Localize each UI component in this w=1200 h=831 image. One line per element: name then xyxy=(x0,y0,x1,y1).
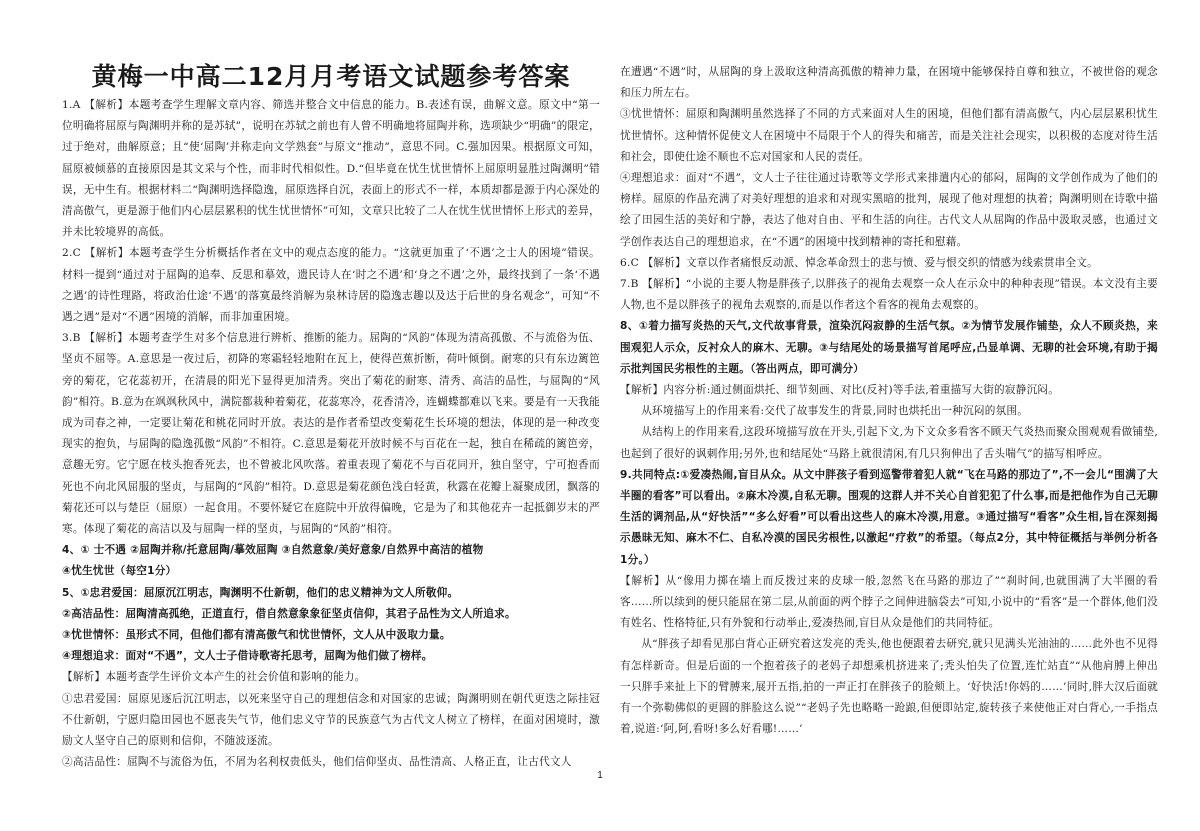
right-paragraph: ③忧世情怀：屈原和陶渊明虽然选择了不同的方式来面对人生的困境，但他们都有清高傲气，内心层层累积忧生忧世情怀。这种情怀促使文人在困境中不局限于个人的得失和痛苦，而是关注社会现实，以积极的态度对待生活和社会，即使仕途不顺也不忘对国家和人民的责任。 xyxy=(620,108,1158,163)
page-number: 1 xyxy=(597,770,603,781)
right-column xyxy=(620,62,1158,741)
left-paragraph: 【解析】本题考查学生评价文本产生的社会价值和影响的能力。 xyxy=(62,671,366,684)
left-column xyxy=(62,95,600,774)
left-paragraph: ④理想追求：面对“不遇”，文人士子借诗歌寄托思考，屈陶为他们做了榜样。 xyxy=(62,650,433,663)
left-paragraph: 4、① 士不遇 ②屈陶并称/托意屈陶/摹效屈陶 ③自然意象/美好意象/自然界中高洁的植物 xyxy=(62,544,484,557)
left-paragraph: ③忧世情怀：虽形式不同，但他们都有清高傲气和忧世情怀，文人从中汲取力量。 xyxy=(62,629,451,642)
right-paragraph: 【解析】内容分析:通过侧面烘托、细节刻画、对比(反衬)等手法,着重描写大街的寂静沉闷。 xyxy=(620,384,1060,397)
page-title: 黄梅一中高二12月月考语文试题参考答案 xyxy=(91,62,571,91)
right-paragraph: 9.共同特点:①爱凑热闹,盲目从众。从文中胖孩子看到巡警带着犯人就“飞在马路的那边了”,不一会儿“围满了大半圈的看客”可以看出。②麻木冷漠,自私无聊。围观的这群人并不关心自首犯犯了什么事,而是把他作为自己无聊生活的调剂品,从“好快活”“多么好看”可以看出这些人的麻木冷漠,用意。③通过描写“看客”众生相,旨在深刻揭示愚昧无知、麻木不仁、自私冷漠的国民劣根性,以激起“疗救”的希望。（每点2分，其中特征概括与举例分析各1分。） xyxy=(620,468,1158,566)
right-paragraph: ④理想追求：面对“不遇”，文人士子往往通过诗歌等文学形式来排遣内心的郁闷，屈陶的文学创作成为了他们的榜样。屈原的作品充满了对美好理想的追求和对现实黑暗的批判，展现了他对理想的执着；陶渊明则在诗歌中描绘了田园生活的美好和宁静，表达了他对自由、平和生活的向往。古代文人从屈陶的作品中汲取灵感，也通过文学创作表达自己的理想追求，在“不遇”的困境中找到精神的寄托和慰藉。 xyxy=(620,172,1158,248)
right-paragraph: 在遭遇“不遇”时，从屈陶的身上汲取这种清高孤傲的精神力量，在困境中能够保持自尊和独立，不被世俗的观念和压力所左右。 xyxy=(620,66,1158,100)
left-paragraph: 1.A 【解析】本题考查学生理解文章内容、筛选并整合文中信息的能力。B.表述有误，曲解文意。原文中“第一位明确将屈原与陶渊明并称的是苏轼”，说明在苏轼之前也有人曾不明确地将屈陶并称，选项缺少“明确”的限定，过于绝对，曲解原意；且“使‘屈陶’并称走向文学熟套”与原文“推动”，意思不同。C.强加因果。根据原文可知，屈原被倾慕的直接原因是其文采与个性，而非时代相似性。D.“但毕竟在忧生忧世情怀上屈原明显胜过陶渊明”错误，无中生有。根据材料二“陶渊明选择隐逸，屈原选择自沉，表面上的形式不一样，本质却都是源于内心深处的清高傲气，更是源于他们内心层层累积的忧生忧世情怀”可知，文章只比较了二人在忧生忧世情怀上形式的差异，并未比较境界的高低。 xyxy=(62,99,600,239)
left-paragraph: 2.C 【解析】本题考查学生分析概括作者在文中的观点态度的能力。“这就更加重了‘不遇’之士人的困境”错误。材料一提到“通过对于屈陶的追奉、反思和摹效，遗民诗人在‘时之不遇’和‘身之不遇’之外，最终找到了一条‘不遇之遇’的诗性理路，将政治仕途‘不遇’的落寞最终消解为泉林诗居的隐逸志趣以及达于后世的身名观念”，可知“不遇之遇”是对“不遇”困境的消解，而非加重困境。 xyxy=(62,247,600,324)
left-paragraph: ④忧生忧世（每空1分） xyxy=(62,565,177,578)
left-paragraph: ②高洁品性：屈陶不与流俗为伍，不屑为名利权贵低头，他们信仰坚贞、品性清高、人格正直，让古代文人 xyxy=(62,756,572,769)
right-paragraph: 从“胖孩子却看见那白背心正研究着这发亮的秃头,他也便跟着去研究,就只见满头光油油的……此外也不见得有怎样新奇。但是后面的一个抱着孩子的老妈子却想乘机挤进来了;秃头怕失了位置,连忙站直”“从他肩膊上伸出一只胖手来扯上下的臂膊来,展开五指,拍的一声正打在胖孩子的脸颊上。‘好快活!你妈的……’同时,胖大汉后面就有一个弥勒佛似的更圆的胖脸这么说”“老妈子先也略略一跄踉,但便即站定,旋转孩子来使他正对白背心,一手指点着,说道:‘阿,阿,看呀!多么好看哪!……’ xyxy=(620,638,1158,736)
left-paragraph: 5、①忠君爱国：屈原沉江明志，陶渊明不仕新朝，他们的忠义精神为文人所敬仰。 xyxy=(62,586,459,599)
right-paragraph: 从环境描写上的作用来看:交代了故事发生的背景,同时也烘托出一种沉闷的氛围。 xyxy=(641,405,1029,418)
left-paragraph: ②高洁品性：屈陶清高孤绝，正道直行，借自然意象象征坚贞信仰，其君子品性为文人所追求。 xyxy=(62,607,516,620)
left-paragraph: ①忠君爱国：屈原见逐后沉江明志，以死来坚守自己的理想信念和对国家的忠诚；陶渊明则在朝代更迭之际挂冠不仕新朝，宁愿归隐田园也不愿丧失气节，他们忠义守节的民族意气为古代文人树立了榜样，在面对困境时，激励文人坚守自己的原则和信仰，不随波逐流。 xyxy=(62,692,600,748)
right-paragraph: 6.C 【解析】文章以作者痛恨反动派、悼念革命烈士的悲与愤、爱与恨交织的情感为线索贯串全文。 xyxy=(620,256,1099,269)
left-paragraph: 3.B 【解析】本题考查学生对多个信息进行辨析、推断的能力。屈陶的“风韵”体现为清高孤傲、不与流俗为伍、坚贞不屈等。A.意思是一夜过后，初降的寒霜轻轻地附在瓦上，使得芭蕉折断，荷叶倾倒。耐寒的只有东边篱笆旁的菊花，它花蕊初开，在清晨的阳光下显得更加清秀。突出了菊花的耐寒、清秀、高洁的品性，与屈陶的“风韵”相符。B.意为在飒飒秋风中，满院都栽种着菊花，花蕊寒冷，花香清冷，连蝴蝶都难以飞来。要是有一天我能成为司春之神，一定要让菊花和桃花同时开放。表达的是作者希望改变菊花生长环境的想法，体现的是一种改变现实的抱负，与屈陶的隐逸孤傲“风韵”不相符。C.意思是菊花开放时候不与百花在一起，独自在稀疏的篱笆旁，意趣无穷。它宁愿在枝头抱香死去，也不曾被北风吹落。着重表现了菊花不与百花同开，独自坚守，宁可抱香而死也不向北风屈服的坚贞，与屈陶的“风韵”相符。D.意思是菊花颜色浅白轻黄，秋露在花瓣上凝聚成团，飘落的菊花还可以与楚臣（屈原）一起食用。不要怀疑它在庭院中开放得偏晚，它是为了和其他花卉一起抵御岁末的严寒。体现了菊花的高洁以及与屈陶一样的坚贞，与屈陶的“风韵”相符。 xyxy=(62,332,600,536)
right-paragraph: 7.B 【解析】“小说的主要人物是胖孩子,以胖孩子的视角去观察一众人在示众中的种种表现”错误。本文没有主要人物,也不是以胖孩子的视角去观察的,而是以作者这个看客的视角去观察的。 xyxy=(620,278,1158,312)
right-paragraph: 【解析】从“像用力掷在墙上而反拨过来的皮球一般,忽然飞在马路的那边了”“刹时间,也就围满了大半圈的看客……所以续到的便只能屈在第二层,从前面的两个脖子之间伸进脑袋去”可知,小说中的“看客”是一个群体,他们没有姓名、性格特征,只有外貌和行动举止,爱凑热闹,盲目从众是他们的共同特征。 xyxy=(620,574,1158,630)
right-paragraph: 8、①着力描写炎热的天气,文代故事背景，渲染沉闷寂静的生活气氛。②为情节发展作铺垫，众人不顾炎热，来围观犯人示众，反衬众人的麻木、无聊。③与结尾处的场景描写首尾呼应,凸显单调、无聊的社会环境,有助于揭示批判国民劣根性的主题。（答出两点，即可满分） xyxy=(620,320,1158,375)
right-paragraph: 从结构上的作用来看,这段环境描写放在开头,引起下文,为下文众多看客不顾天气炎热而聚众围观观看做铺垫,也起到了很好的讽刺作用;另外,也和结尾处“马路上就很清闲,有几只狗伸出了舌头喘气”的描写相呼应。 xyxy=(620,426,1158,460)
